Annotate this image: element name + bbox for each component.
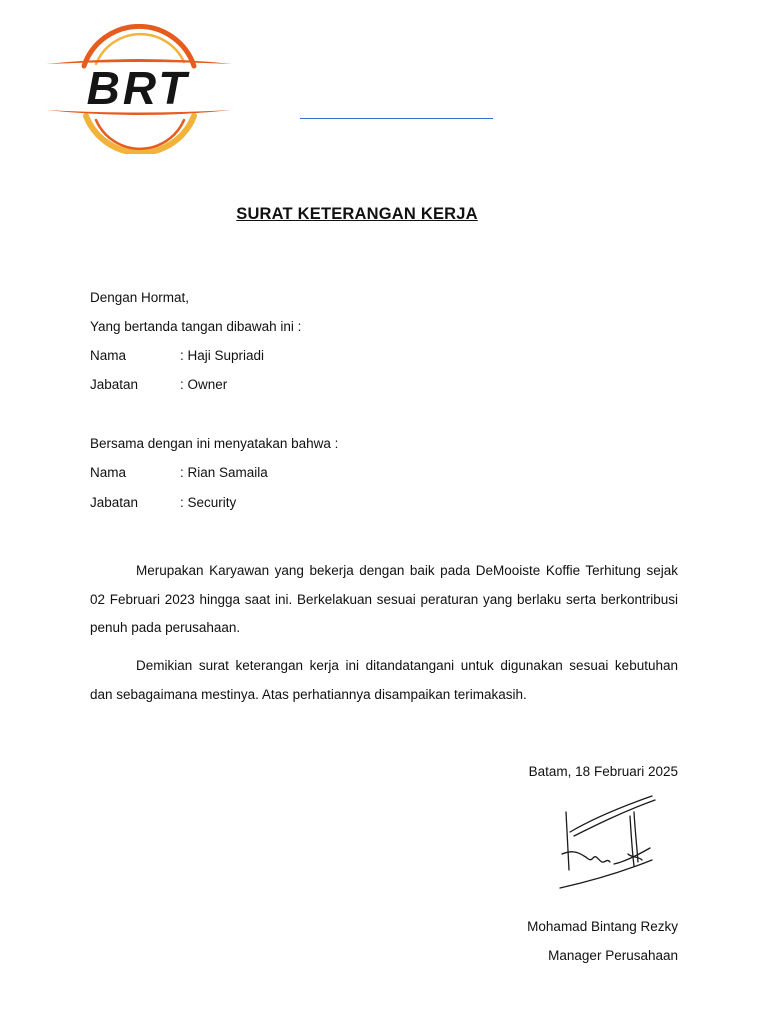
signer-position-row xyxy=(90,377,227,392)
field-value: : Owner xyxy=(180,377,228,392)
handwritten-signature xyxy=(552,792,662,894)
signatory-position: Manager Perusahaan xyxy=(548,948,678,963)
field-value: : Security xyxy=(180,495,237,510)
field-value: : Haji Supriadi xyxy=(180,348,265,363)
field-label: Jabatan xyxy=(90,495,139,510)
paragraph-text: Demikian surat keterangan kerja ini ditandatangani untuk digunakan sesuai kebutuhan dan sebagaimana mestinya. Atas perhatiannya disampaikan terimakasih. xyxy=(90,658,678,702)
greeting: Dengan Hormat, xyxy=(90,290,190,305)
closing-paragraph xyxy=(90,652,678,709)
place-date: Batam, 18 Februari 2025 xyxy=(528,764,678,779)
header-rule xyxy=(300,118,493,119)
field-label: Nama xyxy=(90,465,127,480)
field-value: : Rian Samaila xyxy=(180,465,268,480)
signer-name-row xyxy=(90,348,264,363)
field-label: Nama xyxy=(90,348,127,363)
intro-line: Yang bertanda tangan dibawah ini : xyxy=(90,319,302,334)
brt-logo xyxy=(44,24,234,154)
body-paragraph xyxy=(90,557,678,643)
statement-line: Bersama dengan ini menyatakan bahwa : xyxy=(90,436,339,451)
logo-lower-arc xyxy=(86,116,194,153)
document-title: SURAT KETERANGAN KERJA xyxy=(236,205,478,223)
paragraph-text: Merupakan Karyawan yang bekerja dengan baik pada DeMooiste Koffie Terhitung sejak 02 Februari 2023 hingga saat ini. Berkelakuan sesuai peraturan yang berlaku serta berkontribusi penuh pada perusahaan. xyxy=(90,563,678,635)
employee-position-row xyxy=(90,495,236,510)
field-label: Jabatan xyxy=(90,377,139,392)
employee-name-row xyxy=(90,465,268,480)
signatory-name: Mohamad Bintang Rezky xyxy=(527,919,678,934)
logo-lettering: BRT xyxy=(86,62,190,114)
